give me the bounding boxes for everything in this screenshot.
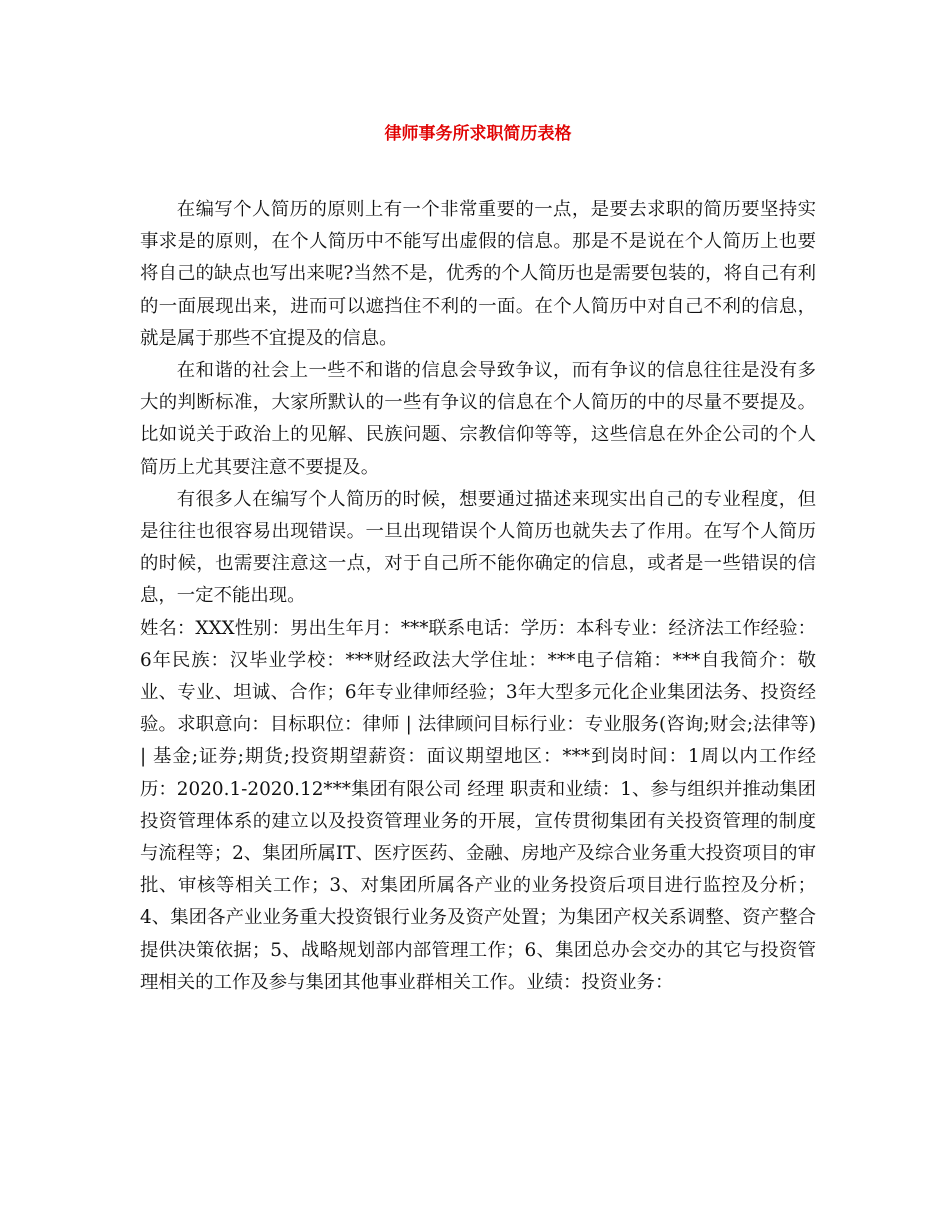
paragraph-errors: 有很多人在编写个人简历的时候，想要通过描述来现实出自己的专业程度，但是往往也很容易出现错误。一旦出现错误个人简历也就失去了作用。在写个人简历的时候，也需要注意这一点，对于自己所不能你确定的信息，或者是一些错误的信息，一定不能出现。 bbox=[140, 488, 816, 607]
resume-details: 姓名：XXX性别：男出生年月：***联系电话：学历：本科专业：经济法工作经验：6年民族：汉毕业学校：***财经政法大学住址：***电子信箱：***自我简介：敬业、专业、坦诚、合作；6年专业律师经验；3年大型多元化企业集团法务、投资经验。求职意向：目标职位：律师 | 法律顾问目标行业：专业服务(咨询;财会;法律等) | 基金;证券;期货;投资期望薪资：面议期望地区：***到岗时间：1周以内工作经历：2020.1-2020.12***集团有限公司 经理 职责和业绩：1、参与组织并推动集团投资管理体系的建立以及投资管理业务的开展，宣传贯彻集团有关投资管理的制度与流程等；2、集团所属IT、医疗医药、金融、房地产及综合业务重大投资项目的审批、审核等相关工作；3、对集团所属各产业的业务投资后项目进行监控及分析；4、集团各产业业务重大投资银行业务及资产处置；为集团产权关系调整、资产整合提供决策依据；5、战略规划部内部管理工作；6、集团总办会交办的其它与投资管理相关的工作及参与集团其他事业群相关工作。业绩：投资业务： bbox=[140, 617, 816, 993]
document-title: 律师事务所求职简历表格 bbox=[384, 124, 572, 144]
paragraph-controversy: 在和谐的社会上一些不和谐的信息会导致争议，而有争议的信息往往是没有多大的判断标准，大家所默认的一些有争议的信息在个人简历的中的尽量不要提及。比如说关于政治上的见解、民族问题、宗教信仰等等，这些信息在外企公司的个人简历上尤其要注意不要提及。 bbox=[140, 360, 816, 478]
paragraph-principle: 在编写个人简历的原则上有一个非常重要的一点，是要去求职的简历要坚持实事求是的原则，在个人简历中不能写出虚假的信息。那是不是说在个人简历上也要将自己的缺点也写出来呢?当然不是，优秀的个人简历也是需要包装的，将自己有利的一面展现出来，进而可以遮挡住不利的一面。在个人简历中对自己不利的信息，就是属于那些不宜提及的信息。 bbox=[140, 199, 816, 349]
document-page bbox=[140, 118, 816, 999]
